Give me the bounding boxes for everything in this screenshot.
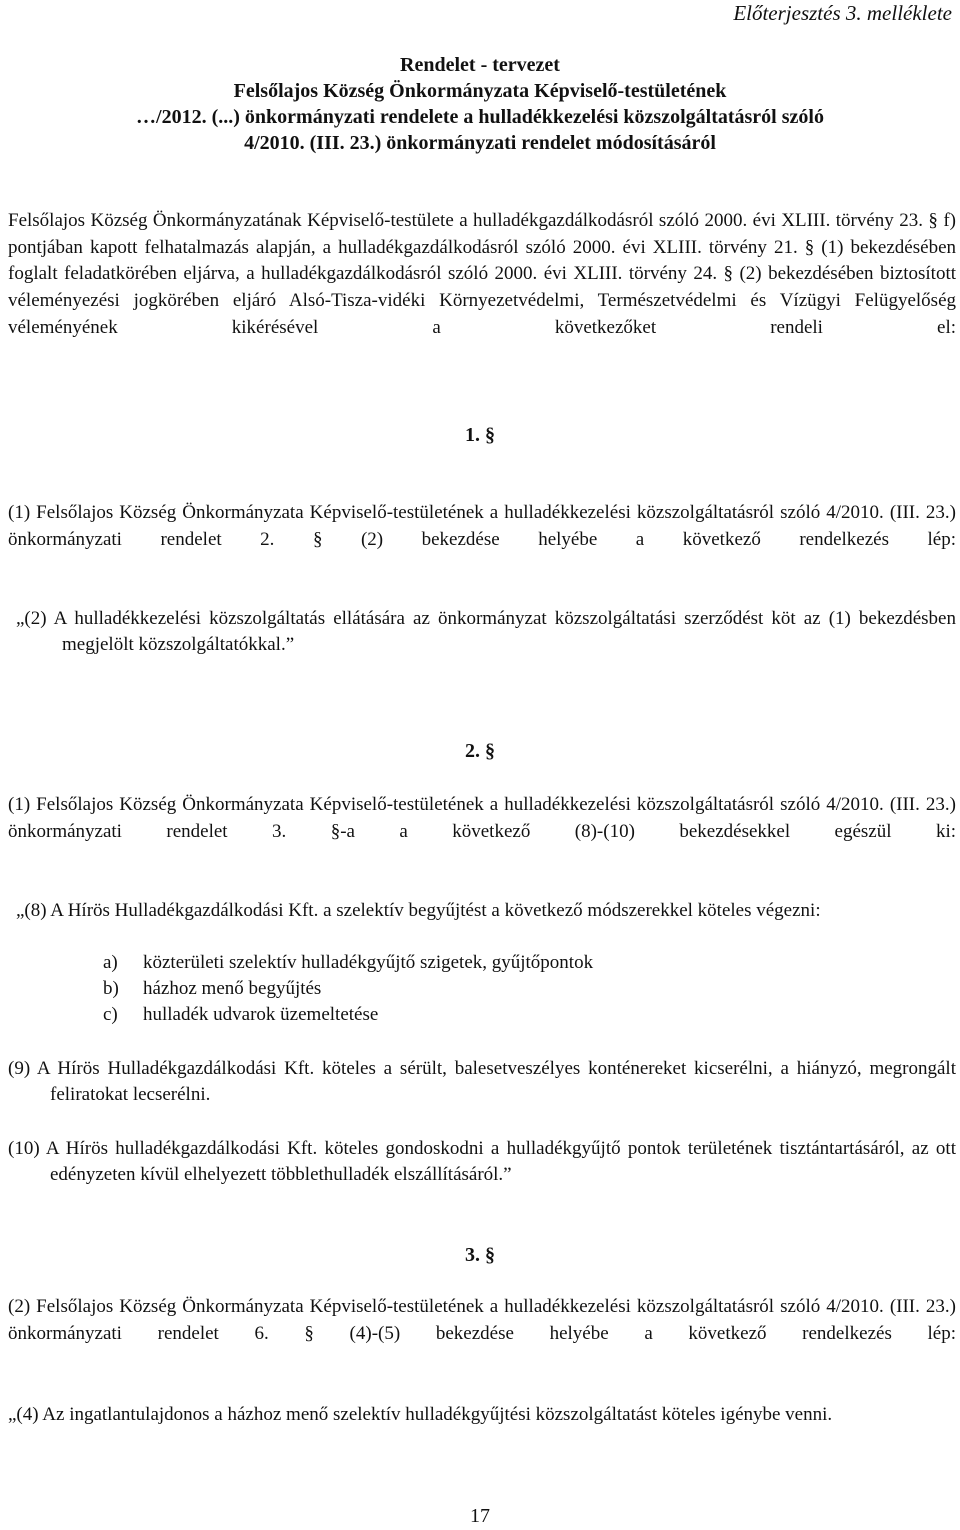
annex-label: Előterjesztés 3. melléklete bbox=[733, 1, 952, 25]
list-item-a bbox=[103, 952, 593, 974]
title-line-1: Rendelet - tervezet bbox=[400, 54, 560, 76]
list-item-b bbox=[103, 978, 321, 1000]
section-2-heading: 2. § bbox=[465, 740, 495, 762]
list-item-label: a) bbox=[103, 952, 118, 973]
list-item-text: hulladék udvarok üzemeltetése bbox=[143, 1004, 379, 1025]
section-2-paragraph-8 bbox=[8, 898, 956, 924]
title-line-3: …/2012. (...) önkormányzati rendelete a hulladékkezelési közszolgáltatásról szóló bbox=[136, 106, 824, 128]
section-2-paragraph-9 bbox=[8, 1056, 956, 1108]
section-1-quote bbox=[8, 606, 956, 658]
section-1-heading: 1. § bbox=[465, 424, 495, 446]
section-1-quote-text: „(2) A hulladékkezelési közszolgáltatás ellátására az önkormányzat közszolgáltatási szerződést köt az (1) bekezdésben megjelölt közszolgáltatókkal.” bbox=[16, 608, 956, 655]
list-item-label: b) bbox=[103, 978, 119, 999]
list-item-text: közterületi szelektív hulladékgyűjtő szigetek, gyűjtőpontok bbox=[143, 952, 594, 973]
section-3-quote: „(4) Az ingatlantulajdonos a házhoz menő szelektív hulladékgyűjtési közszolgáltatást köteles igénybe venni. bbox=[8, 1404, 833, 1425]
title-line-4: 4/2010. (III. 23.) önkormányzati rendelet módosításáról bbox=[244, 132, 716, 154]
preamble: Felsőlajos Község Önkormányzatának Képviselő-testülete a hulladékgazdálkodásról szóló 2000. évi XLIII. törvény 23. § f) pontjában kapott felhatalmazás alapján, a hulladékgazdálkodásról szóló 2000. évi XLIII. törvény 21. § (1) bekezdésében foglalt feladatkörében eljárva, a hulladékgazdálkodásról szóló 2000. évi XLIII. törvény 24. § (2) bekezdésében biztosított véleményezési jogkörében eljáró Alsó-Tisza-vidéki Környezetvédelmi, Természetvédelmi és Vízügyi Felügyelőség véleményének kikérésével a következőket rendeli el: bbox=[8, 210, 956, 338]
list-item-text: házhoz menő begyűjtés bbox=[143, 978, 322, 999]
paragraph-10-text: (10) A Hírös hulladékgazdálkodási Kft. köteles gondoskodni a hulladékgyűjtő pontok területének tisztántartásáról, az ott edényzeten kívül elhelyezett többlethulladék elszállításáról.” bbox=[8, 1138, 956, 1185]
page-number: 17 bbox=[470, 1505, 490, 1527]
list-item-c bbox=[103, 1004, 378, 1026]
section-3-heading: 3. § bbox=[465, 1244, 495, 1266]
section-1-text: (1) Felsőlajos Község Önkormányzata Képviselő-testületének a hulladékkezelési közszolgáltatásról szóló 4/2010. (III. 23.) önkormányzati rendelet 2. § (2) bekezdése helyébe a következő rendelkezés lép: bbox=[8, 502, 956, 550]
section-3-text: (2) Felsőlajos Község Önkormányzata Képviselő-testületének a hulladékkezelési közszolgáltatásról szóló 4/2010. (III. 23.) önkormányzati rendelet 6. § (4)-(5) bekezdése helyébe a következő rendelkezés lép: bbox=[8, 1296, 956, 1344]
list-item-label: c) bbox=[103, 1004, 118, 1025]
title-line-2: Felsőlajos Község Önkormányzata Képviselő-testületének bbox=[233, 80, 727, 102]
paragraph-9-text: (9) A Hírös Hulladékgazdálkodási Kft. köteles a sérült, balesetveszélyes konténereket kicserélni, a hiányzó, megrongált feliratokat lecserélni. bbox=[8, 1058, 956, 1105]
section-2-paragraph-10 bbox=[8, 1136, 956, 1188]
section-2-text: (1) Felsőlajos Község Önkormányzata Képviselő-testületének a hulladékkezelési közszolgáltatásról szóló 4/2010. (III. 23.) önkormányzati rendelet 3. §-a a következő (8)-(10) bekezdésekkel egészül ki: bbox=[8, 794, 956, 842]
paragraph-8-text: „(8) A Hírös Hulladékgazdálkodási Kft. a szelektív begyűjtést a következő módszerekkel köteles végezni: bbox=[16, 900, 821, 921]
